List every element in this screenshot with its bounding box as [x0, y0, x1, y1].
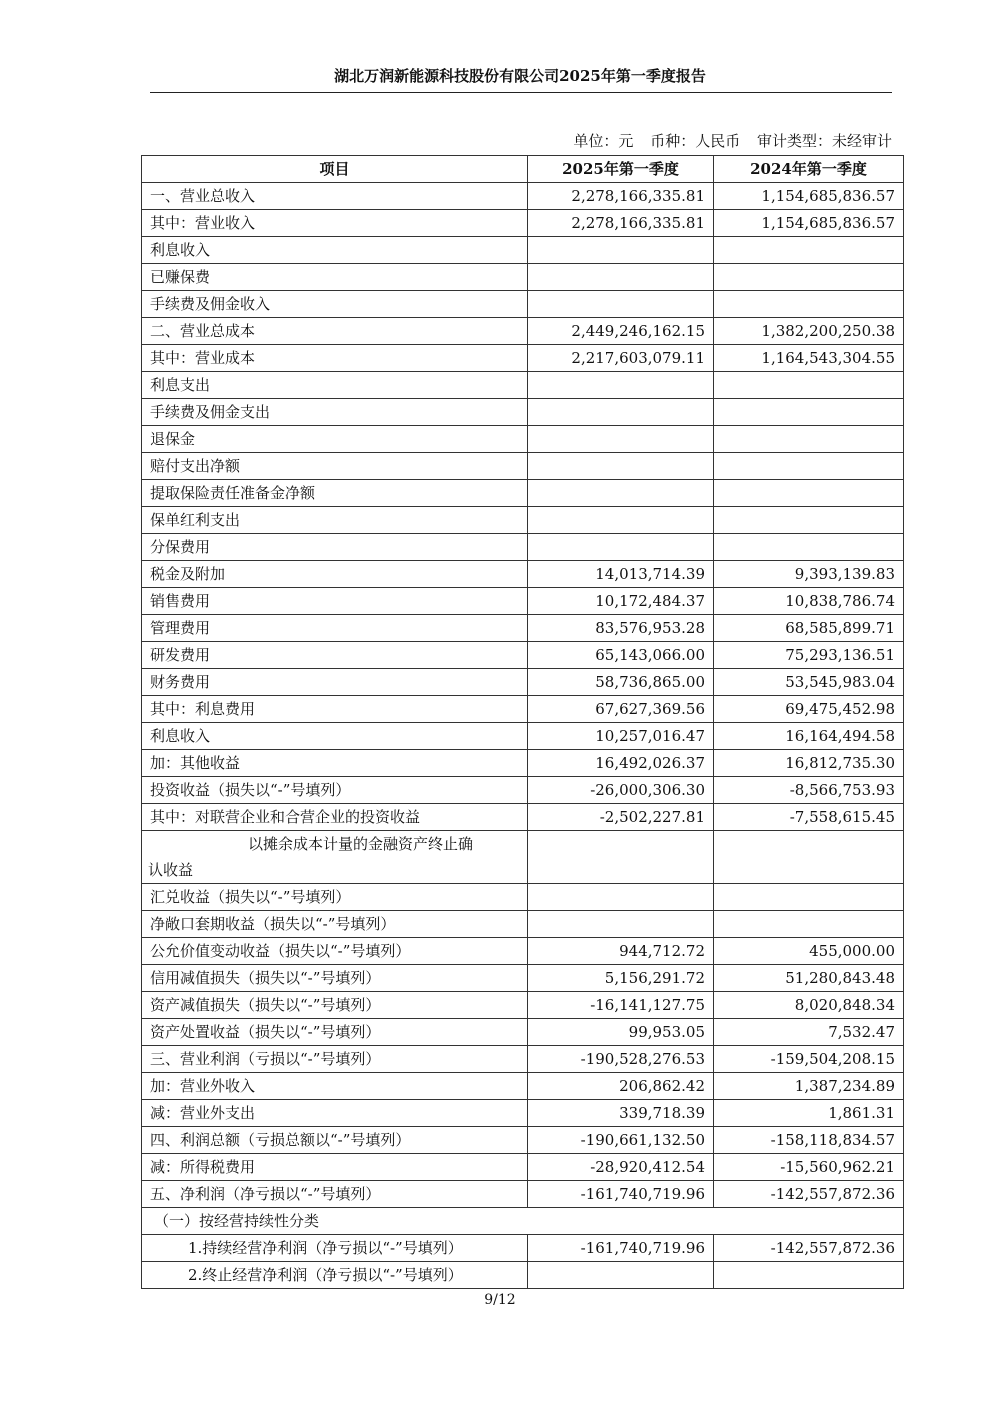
row-label: 汇兑收益（损失以“-”号填列） — [142, 884, 528, 911]
value-2025q1: 65,143,066.00 — [528, 642, 714, 669]
row-label: 销售费用 — [142, 588, 528, 615]
value-2025q1: -161,740,719.96 — [528, 1181, 714, 1208]
value-2025q1 — [528, 1262, 714, 1289]
row-label: 已赚保费 — [142, 264, 528, 291]
table-row — [142, 696, 904, 723]
row-label: 提取保险责任准备金净额 — [142, 480, 528, 507]
table-row — [142, 777, 904, 804]
table-row — [142, 615, 904, 642]
value-2025q1 — [528, 911, 714, 938]
value-2025q1: -26,000,306.30 — [528, 777, 714, 804]
column-header-item: 项目 — [142, 156, 528, 183]
table-row — [142, 345, 904, 372]
value-2025q1: -2,502,227.81 — [528, 804, 714, 831]
table-row — [142, 1235, 904, 1262]
table-row — [142, 669, 904, 696]
row-label: 净敞口套期收益（损失以“-”号填列） — [142, 911, 528, 938]
value-2024q1 — [714, 1262, 904, 1289]
value-2024q1: -7,558,615.45 — [714, 804, 904, 831]
value-2025q1: 2,217,603,079.11 — [528, 345, 714, 372]
table-row — [142, 588, 904, 615]
row-label: 分保费用 — [142, 534, 528, 561]
row-label: 手续费及佣金收入 — [142, 291, 528, 318]
value-2024q1: 9,393,139.83 — [714, 561, 904, 588]
row-label: （一）按经营持续性分类 — [142, 1208, 904, 1235]
value-2024q1 — [714, 453, 904, 480]
value-2024q1 — [714, 372, 904, 399]
row-label: 1.持续经营净利润（净亏损以“-”号填列） — [142, 1235, 528, 1262]
row-label: 投资收益（损失以“-”号填列） — [142, 777, 528, 804]
table-meta — [500, 130, 892, 152]
value-2025q1 — [528, 264, 714, 291]
value-2024q1: 1,154,685,836.57 — [714, 210, 904, 237]
column-header-2025q1: 2025年第一季度 — [528, 156, 714, 183]
value-2025q1: 5,156,291.72 — [528, 965, 714, 992]
table-row — [142, 750, 904, 777]
table-row — [142, 992, 904, 1019]
table-row — [142, 1181, 904, 1208]
table-row — [142, 723, 904, 750]
table-row — [142, 507, 904, 534]
row-label: 减：所得税费用 — [142, 1154, 528, 1181]
value-2025q1: 16,492,026.37 — [528, 750, 714, 777]
value-2024q1: 75,293,136.51 — [714, 642, 904, 669]
row-label: 赔付支出净额 — [142, 453, 528, 480]
row-label: 利息支出 — [142, 372, 528, 399]
value-2024q1: 455,000.00 — [714, 938, 904, 965]
value-2025q1: 83,576,953.28 — [528, 615, 714, 642]
value-2025q1: -161,740,719.96 — [528, 1235, 714, 1262]
audit-type-label: 审计类型：未经审计 — [756, 132, 892, 150]
value-2024q1: 1,387,234.89 — [714, 1073, 904, 1100]
row-label: 资产处置收益（损失以“-”号填列） — [142, 1019, 528, 1046]
value-2024q1: 69,475,452.98 — [714, 696, 904, 723]
table-row — [142, 264, 904, 291]
row-label: 研发费用 — [142, 642, 528, 669]
table-row — [142, 480, 904, 507]
value-2024q1: -15,560,962.21 — [714, 1154, 904, 1181]
value-2024q1: -159,504,208.15 — [714, 1046, 904, 1073]
value-2025q1: 206,862.42 — [528, 1073, 714, 1100]
row-label: 退保金 — [142, 426, 528, 453]
row-label: 其中：营业收入 — [142, 210, 528, 237]
value-2025q1 — [528, 237, 714, 264]
row-label: 公允价值变动收益（损失以“-”号填列） — [142, 938, 528, 965]
row-label: 其中：对联营企业和合营企业的投资收益 — [142, 804, 528, 831]
row-label: 五、净利润（净亏损以“-”号填列） — [142, 1181, 528, 1208]
value-2025q1: -190,661,132.50 — [528, 1127, 714, 1154]
value-2024q1 — [714, 264, 904, 291]
row-label: 二、营业总成本 — [142, 318, 528, 345]
row-label: 减：营业外支出 — [142, 1100, 528, 1127]
unit-label: 单位：元 — [573, 132, 634, 150]
value-2025q1: -28,920,412.54 — [528, 1154, 714, 1181]
value-2024q1 — [714, 399, 904, 426]
table-row — [142, 1262, 904, 1289]
row-label: 加：营业外收入 — [142, 1073, 528, 1100]
table-row — [142, 534, 904, 561]
row-label: 加：其他收益 — [142, 750, 528, 777]
table-row — [142, 1073, 904, 1100]
value-2024q1: 16,164,494.58 — [714, 723, 904, 750]
table-row — [142, 1154, 904, 1181]
row-label: 保单红利支出 — [142, 507, 528, 534]
value-2025q1: 14,013,714.39 — [528, 561, 714, 588]
table-row — [142, 804, 904, 831]
row-label: 管理费用 — [142, 615, 528, 642]
table-row — [142, 965, 904, 992]
currency-label: 币种：人民币 — [650, 132, 741, 150]
table-row — [142, 372, 904, 399]
header-rule — [150, 92, 892, 93]
value-2024q1: -8,566,753.93 — [714, 777, 904, 804]
row-label: 利息收入 — [142, 723, 528, 750]
value-2024q1: 1,861.31 — [714, 1100, 904, 1127]
value-2025q1 — [528, 426, 714, 453]
table-row — [142, 884, 904, 911]
row-label-line2: 认收益 — [148, 861, 194, 879]
value-2025q1: -16,141,127.75 — [528, 992, 714, 1019]
row-label: 信用减值损失（损失以“-”号填列） — [142, 965, 528, 992]
row-label: 其中：营业成本 — [142, 345, 528, 372]
value-2025q1 — [528, 291, 714, 318]
value-2024q1: 53,545,983.04 — [714, 669, 904, 696]
table-row — [142, 210, 904, 237]
value-2025q1: 99,953.05 — [528, 1019, 714, 1046]
column-header-2024q1: 2024年第一季度 — [714, 156, 904, 183]
row-label: 2.终止经营净利润（净亏损以“-”号填列） — [142, 1262, 528, 1289]
row-label: 手续费及佣金支出 — [142, 399, 528, 426]
table-row — [142, 426, 904, 453]
table-row — [142, 1100, 904, 1127]
table-row — [142, 399, 904, 426]
value-2025q1 — [528, 831, 714, 884]
row-label: 税金及附加 — [142, 561, 528, 588]
row-label: 利息收入 — [142, 237, 528, 264]
value-2025q1: 10,172,484.37 — [528, 588, 714, 615]
table-header-row — [142, 156, 904, 183]
value-2024q1: -142,557,872.36 — [714, 1235, 904, 1262]
income-statement-table — [141, 155, 904, 1289]
table-row — [142, 1208, 904, 1235]
value-2025q1: 2,278,166,335.81 — [528, 183, 714, 210]
value-2024q1: 10,838,786.74 — [714, 588, 904, 615]
table-row — [142, 453, 904, 480]
value-2024q1: 1,154,685,836.57 — [714, 183, 904, 210]
table-row — [142, 183, 904, 210]
value-2025q1 — [528, 399, 714, 426]
value-2024q1: 8,020,848.34 — [714, 992, 904, 1019]
value-2025q1: 339,718.39 — [528, 1100, 714, 1127]
value-2024q1 — [714, 911, 904, 938]
row-label — [142, 831, 528, 884]
value-2024q1 — [714, 831, 904, 884]
table-row — [142, 237, 904, 264]
value-2024q1 — [714, 534, 904, 561]
page-number: 9/12 — [484, 1292, 516, 1308]
value-2024q1: 51,280,843.48 — [714, 965, 904, 992]
row-label: 四、利润总额（亏损总额以“-”号填列） — [142, 1127, 528, 1154]
value-2024q1: 1,382,200,250.38 — [714, 318, 904, 345]
value-2024q1: 7,532.47 — [714, 1019, 904, 1046]
table-row — [142, 831, 904, 884]
row-label-line1: 以摊余成本计量的金融资产终止确 — [248, 835, 474, 853]
value-2025q1: 2,449,246,162.15 — [528, 318, 714, 345]
value-2024q1 — [714, 480, 904, 507]
value-2025q1: -190,528,276.53 — [528, 1046, 714, 1073]
value-2025q1 — [528, 507, 714, 534]
table-row — [142, 318, 904, 345]
table-row — [142, 911, 904, 938]
row-label: 财务费用 — [142, 669, 528, 696]
table-row — [142, 291, 904, 318]
row-label: 一、营业总收入 — [142, 183, 528, 210]
value-2025q1 — [528, 884, 714, 911]
table-row — [142, 938, 904, 965]
value-2025q1: 944,712.72 — [528, 938, 714, 965]
table-row — [142, 561, 904, 588]
row-label: 资产减值损失（损失以“-”号填列） — [142, 992, 528, 1019]
value-2025q1: 10,257,016.47 — [528, 723, 714, 750]
value-2024q1: 16,812,735.30 — [714, 750, 904, 777]
value-2025q1 — [528, 534, 714, 561]
value-2024q1 — [714, 507, 904, 534]
value-2025q1: 2,278,166,335.81 — [528, 210, 714, 237]
value-2025q1 — [528, 372, 714, 399]
value-2024q1: -158,118,834.57 — [714, 1127, 904, 1154]
row-label: 其中：利息费用 — [142, 696, 528, 723]
value-2024q1 — [714, 291, 904, 318]
value-2025q1: 58,736,865.00 — [528, 669, 714, 696]
value-2025q1: 67,627,369.56 — [528, 696, 714, 723]
value-2025q1 — [528, 480, 714, 507]
value-2025q1 — [528, 453, 714, 480]
value-2024q1: -142,557,872.36 — [714, 1181, 904, 1208]
value-2024q1 — [714, 426, 904, 453]
table-row — [142, 1046, 904, 1073]
row-label: 三、营业利润（亏损以“-”号填列） — [142, 1046, 528, 1073]
value-2024q1 — [714, 237, 904, 264]
report-header-title: 湖北万润新能源科技股份有限公司2025年第一季度报告 — [334, 67, 706, 85]
table-row — [142, 642, 904, 669]
value-2024q1: 1,164,543,304.55 — [714, 345, 904, 372]
value-2024q1: 68,585,899.71 — [714, 615, 904, 642]
table-row — [142, 1019, 904, 1046]
table-row — [142, 1127, 904, 1154]
value-2024q1 — [714, 884, 904, 911]
